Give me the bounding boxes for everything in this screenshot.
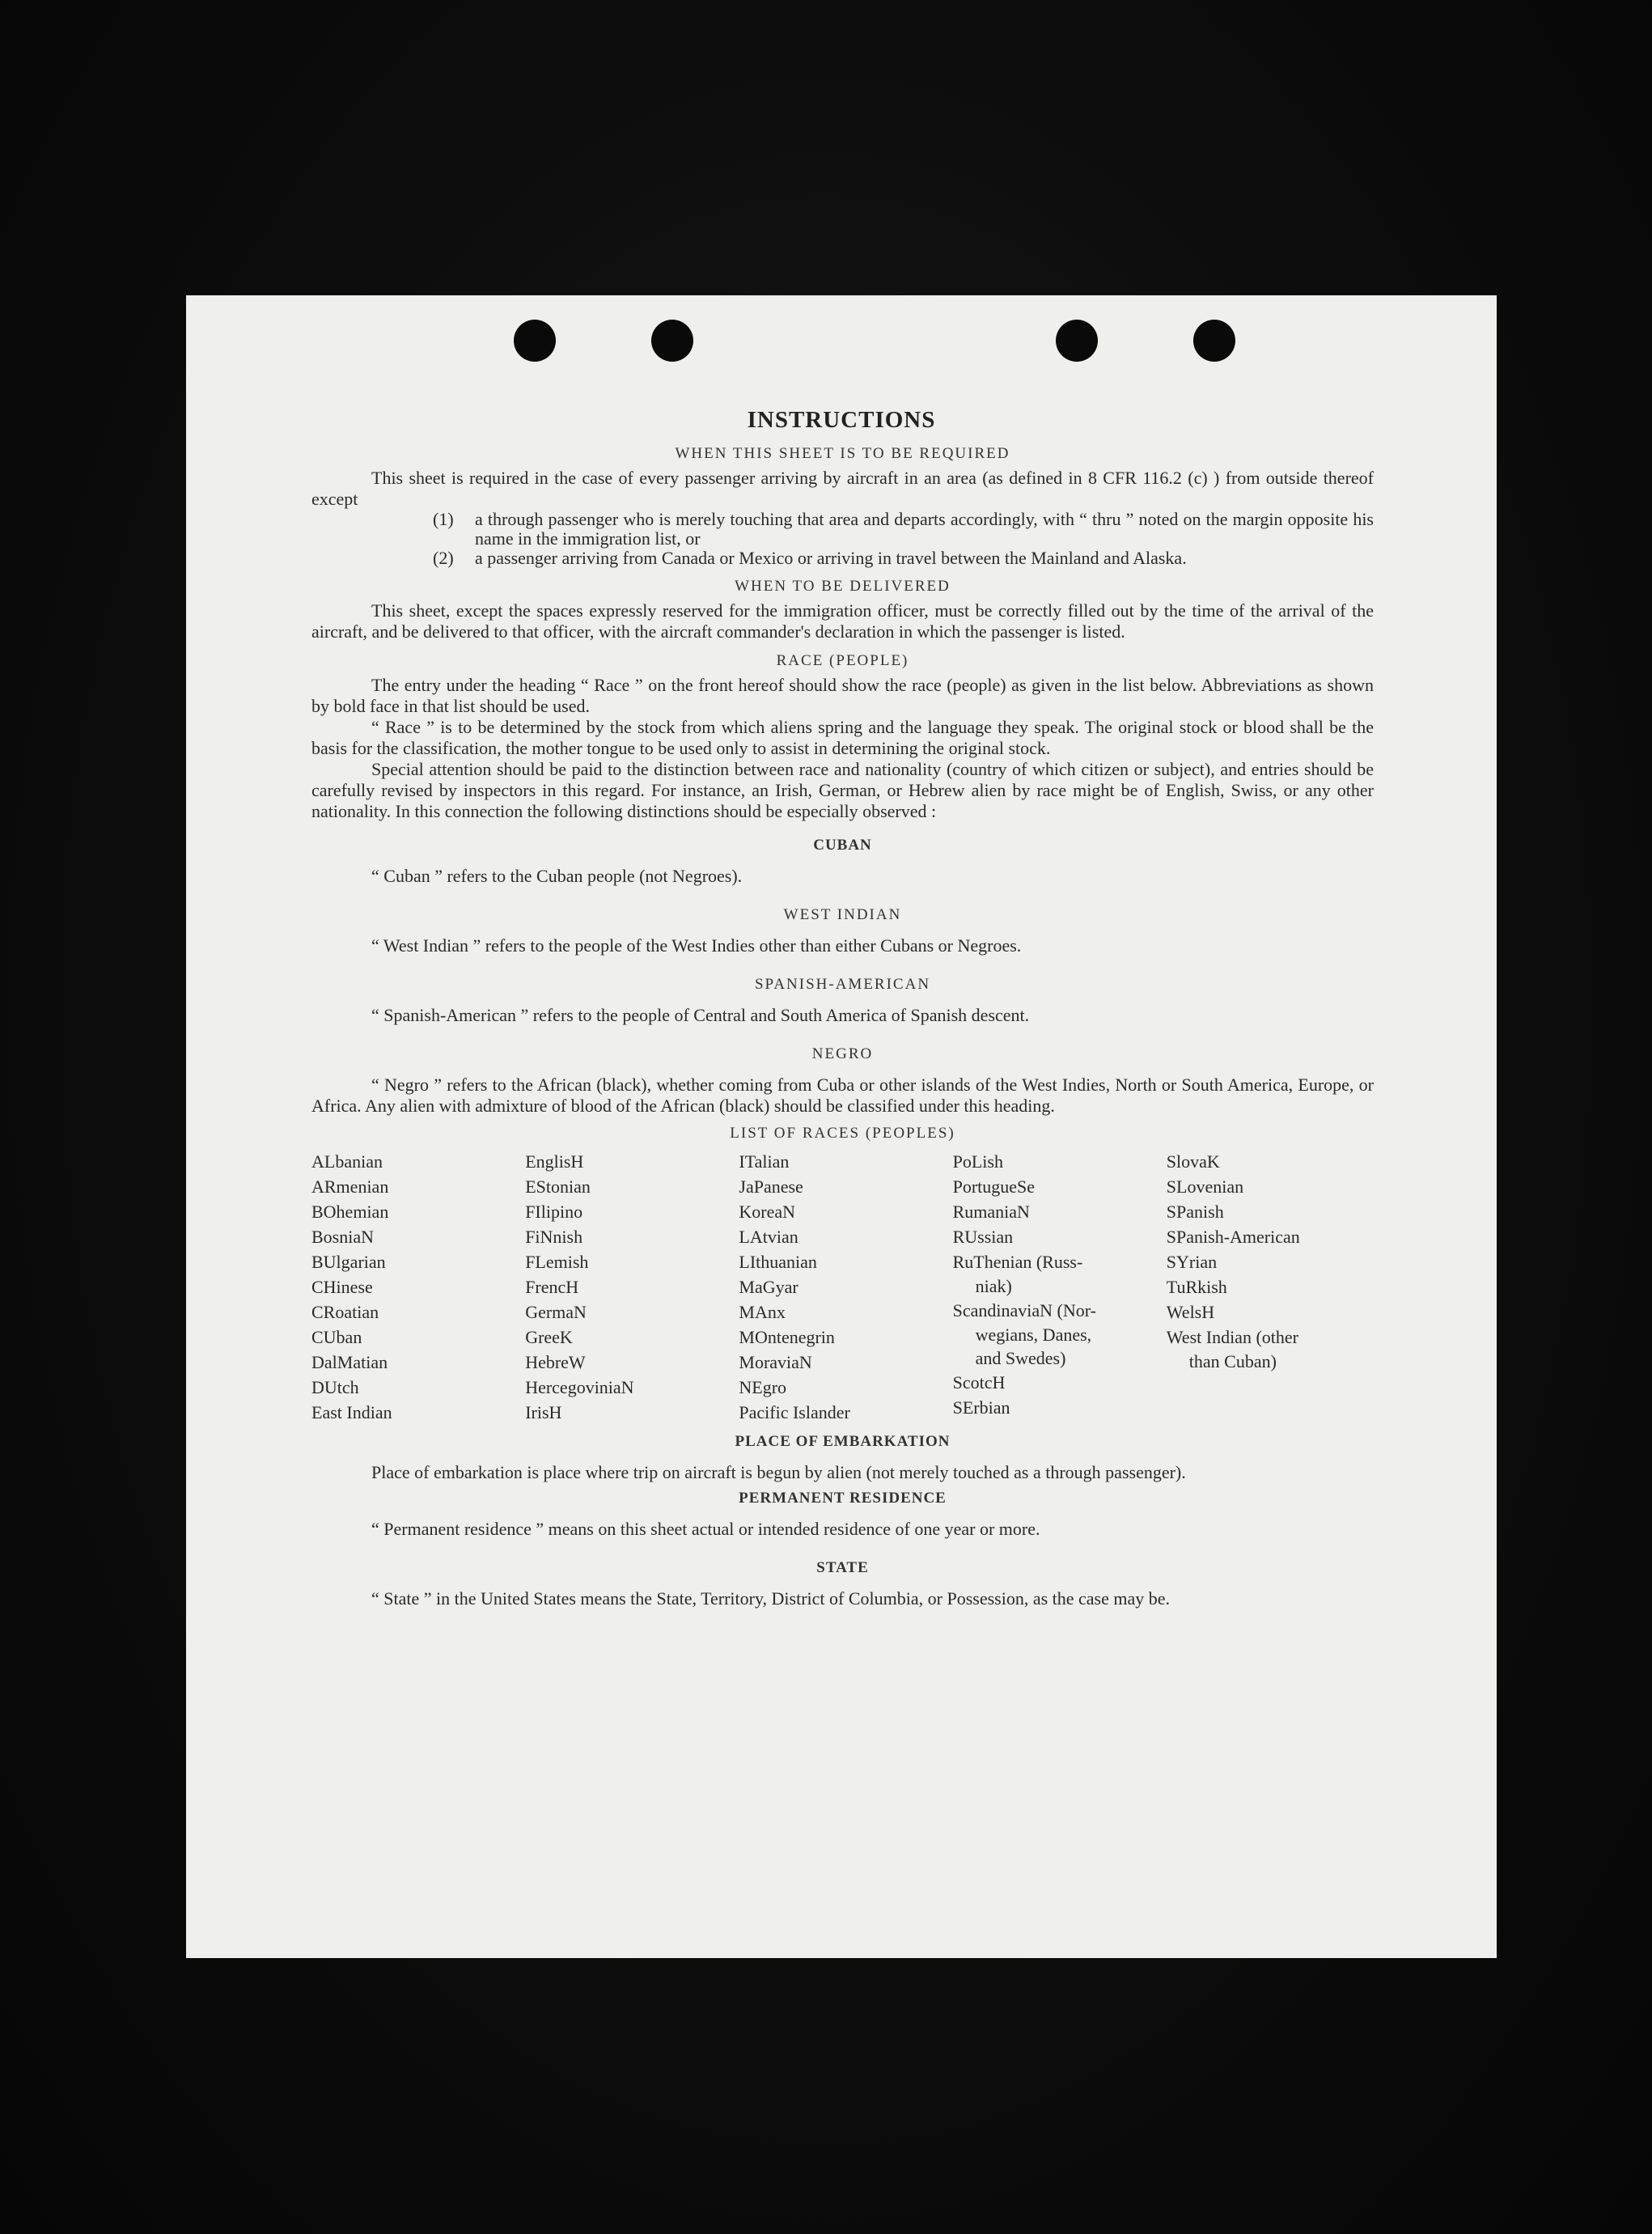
race-item: BOhemian [311,1202,389,1222]
races-table [311,1149,1374,1425]
section-heading-when-delivered: WHEN TO BE DELIVERED [735,578,951,595]
punch-hole [514,320,556,362]
race-item: than Cuban) [1188,1351,1277,1371]
race-item: FiNnish [525,1227,583,1247]
race-item: LAtvian [739,1227,798,1247]
permanent-residence-text: “ Permanent residence ” means on this sheet actual or intended residence of one year or more. [371,1519,1040,1539]
section-heading-west-indian: WEST INDIAN [783,906,902,923]
race-item: SPanish-American [1166,1227,1300,1247]
race-item: ITalian [739,1151,790,1172]
race-item: JaPanese [739,1176,803,1197]
exception-list [311,510,1374,568]
race-item: CHinese [311,1277,373,1297]
race-item: PoLish [952,1151,1003,1172]
punch-hole [1193,320,1235,362]
race-paragraph: Special attention should be paid to the distinction between race and nationality (country of which citizen or subject), and entries should be carefully revised by inspectors in this regard. For instance, an Irish, German, or Hebrew alien by race might be of English, Swiss, or any other nationality. In this connection the following distinctions should be especially observed : [311,759,1374,821]
races-column [525,1149,732,1425]
section-heading-state: STATE [816,1559,869,1576]
race-item: HebreW [525,1352,586,1372]
race-item: RUssian [952,1227,1014,1247]
state-text: “ State ” in the United States means the State, Territory, District of Columbia, or Possession, as the case may be. [371,1588,1171,1609]
race-item: CUban [311,1327,362,1347]
race-item: niak) [975,1276,1012,1296]
race-item: EStonian [525,1176,591,1197]
race-item: MoraviaN [739,1352,812,1372]
section-heading-spanish-american: SPANISH-AMERICAN [754,976,931,993]
races-column [739,1149,946,1425]
race-item: West Indian (other [1166,1327,1298,1347]
race-paragraph: The entry under the heading “ Race ” on the front hereof should show the race (people) as given in the list below. Abbreviations as shown by bold face in that list should be used. [311,675,1374,716]
race-item: BosniaN [311,1227,374,1247]
race-item: ALbanian [311,1151,383,1172]
race-item: EnglisH [525,1151,584,1172]
race-item: GreeK [525,1327,573,1347]
race-paragraph: “ Race ” is to be determined by the stock from which aliens spring and the language they speak. The original stock or blood shall be the basis for the classification, the mother tongue to be used only to assist in determining the original stock. [311,717,1374,758]
exception-item: (2) a passenger arriving from Canada or Mexico or arriving in travel between the Mainland and Alaska. [433,548,1187,568]
race-item: PortugueSe [952,1176,1036,1197]
races-column [953,1149,1160,1425]
negro-text: “ Negro ” refers to the African (black), whether coming from Cuba or other islands of the West Indies, North or South America, Europe, or Africa. Any alien with admixture of blood of the African (black) should be classified under this heading. [311,1075,1374,1116]
race-item: DUtch [311,1377,359,1397]
race-item: RuThenian (Russ- [952,1252,1083,1272]
race-item: IrisH [525,1402,562,1422]
section-heading-cuban: CUBAN [813,837,872,854]
race-item: East Indian [311,1402,392,1422]
race-item: FLemish [525,1252,589,1272]
race-item: and Swedes) [975,1348,1066,1368]
cuban-text: “ Cuban ” refers to the Cuban people (not Negroes). [371,866,743,886]
document-page [186,295,1497,1958]
race-item: ScandinaviaN (Nor- [952,1300,1096,1320]
race-item: KoreaN [739,1202,796,1222]
race-item: SErbian [952,1397,1010,1418]
race-item: GermaN [525,1302,587,1322]
races-column [311,1149,519,1425]
race-item: MAnx [739,1302,786,1322]
page-title: INSTRUCTIONS [747,407,936,433]
race-item: RumaniaN [952,1202,1030,1222]
race-item: Pacific Islander [739,1402,850,1422]
section-heading-when-required: WHEN THIS SHEET IS TO BE REQUIRED [675,445,1010,462]
race-item: ARmenian [311,1176,389,1197]
race-item: SPanish [1166,1202,1224,1222]
section-heading-permanent-residence: PERMANENT RESIDENCE [739,1490,947,1507]
place-of-embarkation-text: Place of embarkation is place where trip on aircraft is begun by alien (not merely touched as a through passenger). [371,1462,1186,1482]
race-item: LIthuanian [739,1252,817,1272]
race-item: FrencH [525,1277,579,1297]
race-item: DalMatian [311,1352,388,1372]
race-item: SlovaK [1166,1151,1220,1172]
race-item: FIlipino [525,1202,583,1222]
spanish-american-text: “ Spanish-American ” refers to the people of Central and South America of Spanish descent. [371,1005,1030,1025]
section-heading-list-of-races: LIST OF RACES (PEOPLES) [730,1125,955,1142]
race-item: NEgro [739,1377,787,1397]
race-item: wegians, Danes, [975,1325,1092,1345]
race-item: CRoatian [311,1302,379,1322]
punch-hole [651,320,693,362]
race-item: SYrian [1166,1252,1218,1272]
race-item: HercegoviniaN [525,1377,634,1397]
when-delivered-text: This sheet, except the spaces expressly reserved for the immigration officer, must be correctly filled out by the time of the arrival of the aircraft, and be delivered to that officer, with the aircraft commander's declaration in which the passenger is listed. [311,600,1374,642]
instructions-body [311,445,1374,1609]
race-item: MaGyar [739,1277,798,1297]
section-heading-place-of-embarkation: PLACE OF EMBARKATION [735,1433,951,1450]
when-required-text: This sheet is required in the case of every passenger arriving by aircraft in an area (as defined in 8 CFR 116.2 (c) ) from outside thereof except [311,468,1374,509]
section-heading-negro: NEGRO [811,1045,874,1062]
race-item: WelsH [1166,1302,1215,1322]
race-item: MOntenegrin [739,1327,835,1347]
section-heading-race: RACE (PEOPLE) [776,652,909,669]
punch-hole [1056,320,1098,362]
race-item: ScotcH [952,1372,1006,1393]
race-item: SLovenian [1166,1176,1244,1197]
exception-item: (1) a through passenger who is merely touching that area and departs accordingly, with “ thru ” noted on the margin opposite his name in the immigration list, or [433,509,1374,549]
west-indian-text: “ West Indian ” refers to the people of the West Indies other than either Cubans or Negroes. [371,935,1022,956]
race-item: TuRkish [1166,1277,1227,1297]
race-item: BUlgarian [311,1252,386,1272]
races-column [1167,1149,1374,1425]
